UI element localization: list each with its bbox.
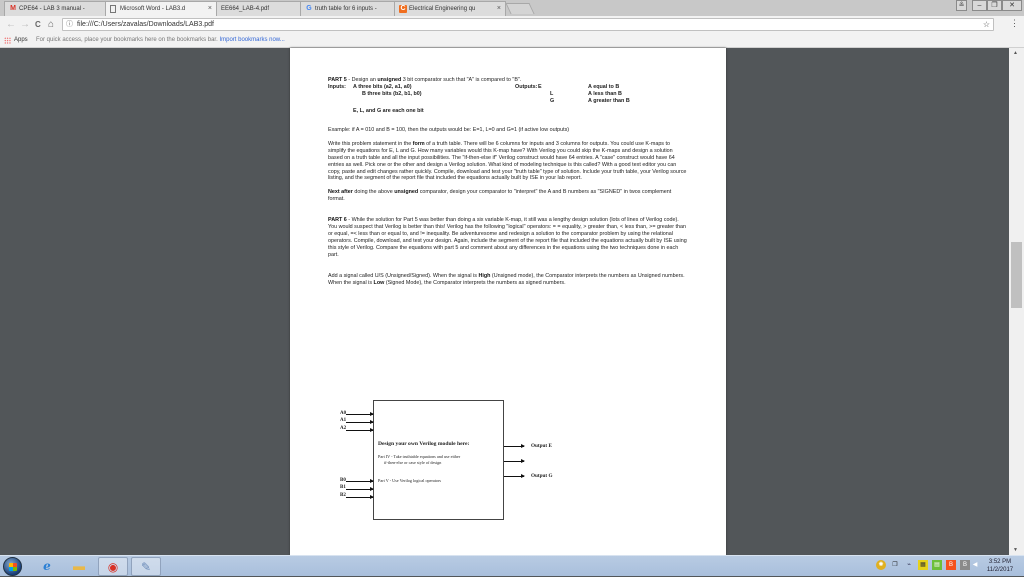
info-icon[interactable]: ⓘ bbox=[66, 21, 73, 28]
output-g-label: G bbox=[550, 98, 555, 104]
signal-pre: Add a signal called U/S (Unsigned/Signed). When the signal is bbox=[328, 272, 479, 279]
chegg-icon: C bbox=[400, 5, 406, 12]
minimize-button[interactable] bbox=[972, 0, 987, 11]
part5-intro-tail: 3 bit comparator such that "A" is compared to "B". bbox=[401, 77, 522, 83]
tab-chegg[interactable] bbox=[394, 1, 506, 16]
part5-paragraph bbox=[328, 141, 688, 182]
outputs-label: Outputs: bbox=[515, 84, 538, 90]
input-b0-arrow bbox=[346, 481, 373, 482]
tab-label: EE664_LAB-4.pdf bbox=[221, 6, 270, 12]
tab-word-lab3[interactable] bbox=[105, 1, 217, 16]
part6-paragraph bbox=[328, 217, 688, 258]
part6-heading: PART 6 bbox=[328, 217, 347, 224]
browser-toolbar bbox=[0, 16, 1024, 33]
verilog-module-diagram bbox=[373, 400, 523, 520]
para-post: of a truth table. There will be 6 columns for inputs and 3 columns for outputs. You could use K-maps to simplify the equations for E, L and G. How many variables would this K-map have? With Verilog you could skip the K-maps and design a solution based on a truth table and all the input possibilities. The "if-then-else if" Verilog construct would have 64 entries. A "case" construct would have 64 entries as well. Pick one or the other and design a Verilog solution. What kind of modeling technique is this called? With a good text editor you can copy, paste and edit changes rather quickly. Compile, download and test your "truth table" type of solution. Include your truth table, your Verilog source listing, and the segment of the report file that included the equations actually built by ISE in your lab report. bbox=[328, 140, 687, 182]
gmail-icon: M bbox=[10, 5, 16, 12]
input-b2-label: B2 bbox=[340, 493, 346, 498]
output-e-text: Output E bbox=[531, 443, 552, 449]
output-e-desc: A equal to B bbox=[588, 84, 620, 90]
scroll-up-arrow-icon[interactable]: ▲ bbox=[1013, 50, 1018, 56]
user-icon: ≗ bbox=[958, 2, 965, 9]
tab-gmail[interactable] bbox=[4, 1, 116, 16]
pdf-viewer bbox=[0, 48, 1009, 555]
each-bit-row bbox=[328, 108, 688, 115]
home-button[interactable]: ⌂ bbox=[48, 19, 55, 30]
module-title: Design your own Verilog module here: bbox=[378, 441, 470, 447]
chrome-icon[interactable]: ◉ bbox=[98, 557, 128, 576]
tray-icon-4[interactable]: ▦ bbox=[918, 560, 928, 570]
restore-icon: ❐ bbox=[991, 2, 998, 9]
inputs-row-a bbox=[328, 84, 688, 91]
internet-explorer-icon[interactable]: e bbox=[43, 559, 51, 573]
part4-line1: Part IV - Take truthtable equations and use either bbox=[378, 454, 461, 459]
apps-grid-icon[interactable] bbox=[4, 37, 11, 44]
tab-label: Electrical Engineering qu bbox=[409, 6, 476, 12]
part5-section bbox=[328, 77, 688, 286]
each-bit-text: E, L, and G are each one bit bbox=[353, 108, 424, 114]
tab-label: Microsoft Word - LAB3.d bbox=[120, 6, 186, 12]
output-l-desc: A less than B bbox=[588, 91, 622, 97]
part4-line2: if-then-else or case style of design bbox=[384, 460, 442, 465]
input-b1-label: B1 bbox=[340, 485, 346, 490]
tray-icon-3[interactable]: ⌁ bbox=[907, 562, 911, 568]
input-a-desc: A three bits (a2, a1, a0) bbox=[353, 84, 412, 90]
windows-taskbar bbox=[0, 555, 1024, 576]
input-a2-arrow bbox=[346, 430, 373, 431]
vertical-scrollbar[interactable] bbox=[1009, 48, 1024, 555]
next-post: comparator, design your comparator to "interpret" the A and B numbers as "SIGNED" in twos complement format. bbox=[328, 189, 672, 203]
input-a0-arrow bbox=[346, 414, 373, 415]
signed-paragraph bbox=[328, 189, 688, 203]
apps-button[interactable]: Apps bbox=[14, 37, 28, 43]
clock-time: 3:52 PM bbox=[988, 559, 1012, 565]
output-g-desc: A greater than B bbox=[588, 98, 630, 104]
tray-icon-7[interactable]: B bbox=[960, 560, 970, 570]
output-l-label: L bbox=[550, 91, 554, 97]
output-e-label: E bbox=[538, 84, 542, 90]
inputs-row-b bbox=[328, 91, 688, 98]
close-window-button[interactable] bbox=[1002, 0, 1022, 11]
tray-icon-1[interactable]: ✺ bbox=[876, 560, 886, 570]
us-signal-paragraph bbox=[328, 273, 688, 287]
url-text[interactable]: file:///C:/Users/zavalas/Downloads/LAB3.pdf bbox=[77, 21, 214, 28]
input-b0-label: B0 bbox=[340, 478, 346, 483]
tray-icon-5[interactable]: ▤ bbox=[932, 560, 942, 570]
tab-label: CPE64 - LAB 3 manual - bbox=[19, 6, 85, 12]
scroll-thumb[interactable] bbox=[1011, 242, 1022, 308]
clock-date: 11/2/2017 bbox=[986, 567, 1014, 573]
new-tab-button[interactable] bbox=[505, 3, 534, 14]
unsigned-bold: unsigned bbox=[394, 189, 419, 196]
part5-heading: PART 5 bbox=[328, 77, 347, 83]
input-a2-label: A2 bbox=[340, 426, 347, 431]
tab-google-truth-table[interactable] bbox=[300, 1, 404, 16]
input-a1-arrow bbox=[346, 422, 373, 423]
minimize-icon: ‒ bbox=[977, 2, 982, 9]
tray-icon-2[interactable]: ❐ bbox=[892, 562, 898, 568]
start-button[interactable] bbox=[3, 557, 22, 576]
reload-button[interactable]: C bbox=[35, 20, 41, 29]
output-l-arrow bbox=[504, 461, 524, 462]
output-g-arrow bbox=[504, 476, 524, 477]
back-button[interactable]: ← bbox=[6, 19, 16, 30]
address-bar[interactable] bbox=[62, 18, 994, 31]
tray-icon-6[interactable]: B bbox=[946, 560, 956, 570]
part6-text: - While the solution for Part 5 was better than doing a six variable K-map, it still was a lengthy design solution (lots of lines of Verilog code). You would suspect that Verilog is better than this! Verilog has the following "logical" operators: = = equality, > greater than, < less than, >= greater than or equal, =< less than or equal to, and != inequality. Be adventuresome and redesign a solution to the comparator problem by using the relational operators. Compile, download, and test your design. Again, include the segment of the report file that included the equations actually built by ISE using this style of Verilog. Compare the equations with part 5 and comment about any differences in the equations using the two techniques done in each part. bbox=[328, 217, 687, 258]
document-icon bbox=[110, 5, 116, 13]
input-b2-arrow bbox=[346, 497, 373, 498]
module-box bbox=[373, 400, 504, 520]
input-a1-label: A1 bbox=[340, 418, 347, 423]
para-pre: Write this problem statement in the bbox=[328, 140, 413, 147]
output-g-text: Output G bbox=[531, 473, 553, 479]
signal-post: (Signed Mode), the Comparator interprets the numbers as signed numbers. bbox=[384, 279, 566, 286]
part5-title bbox=[328, 77, 688, 84]
next-mid: doing the above bbox=[352, 189, 395, 196]
pdf-page bbox=[290, 48, 726, 555]
tab-label: truth table for 6 inputs - bbox=[315, 6, 377, 12]
input-a0-label: A0 bbox=[340, 411, 347, 416]
restore-button[interactable] bbox=[987, 0, 1002, 11]
import-bookmarks-link[interactable]: Import bookmarks now... bbox=[219, 37, 285, 43]
para-bold: form bbox=[412, 140, 425, 147]
example-text: Example: if A = 010 and B = 100, then the outputs would be: E=1, L=0 and G=1 (if active low outputs) bbox=[328, 127, 570, 133]
forward-button[interactable]: → bbox=[20, 19, 30, 30]
paint-icon[interactable]: ✎ bbox=[131, 557, 161, 576]
bookmarks-bar bbox=[0, 33, 1024, 48]
close-tab-icon[interactable]: × bbox=[207, 5, 212, 12]
part5-line: Part V - Use Verilog logical operators bbox=[378, 478, 442, 483]
signal-high: High bbox=[478, 272, 491, 279]
unsigned-emphasis: unsigned bbox=[377, 77, 402, 83]
user-profile-button[interactable] bbox=[956, 0, 967, 11]
signal-mid: (Unsigned mode), the Comparator interprets the numbers as Unsigned numbers. When the signal is bbox=[328, 272, 685, 286]
input-b-desc: B three bits (b2, b1, b0) bbox=[362, 91, 422, 97]
system-clock[interactable] bbox=[980, 558, 1020, 574]
close-icon: ✕ bbox=[1009, 2, 1015, 9]
bookmarks-hint bbox=[36, 33, 285, 47]
scroll-down-arrow-icon[interactable]: ▼ bbox=[1013, 547, 1018, 553]
browser-menu-button[interactable]: ⋮ bbox=[1010, 18, 1019, 28]
tab-ee664-lab4[interactable] bbox=[206, 1, 310, 16]
close-tab-icon[interactable]: × bbox=[496, 5, 501, 12]
part5-intro: - Design an bbox=[346, 77, 378, 83]
volume-icon[interactable]: ◀ bbox=[972, 562, 978, 568]
inputs-label: Inputs: bbox=[328, 84, 346, 90]
next-after-bold: Next after bbox=[328, 189, 353, 196]
bookmark-star-icon[interactable]: ☆ bbox=[982, 20, 990, 29]
file-explorer-icon[interactable]: ▬ bbox=[73, 559, 85, 573]
bookmarks-hint-text: For quick access, place your bookmarks here on the bookmarks bar. bbox=[36, 37, 218, 43]
outputs-row-g bbox=[328, 98, 688, 105]
google-icon: G bbox=[306, 5, 312, 12]
output-e-arrow bbox=[504, 446, 524, 447]
input-b1-arrow bbox=[346, 489, 373, 490]
tab-strip bbox=[0, 0, 1024, 16]
signal-low: Low bbox=[373, 279, 385, 286]
